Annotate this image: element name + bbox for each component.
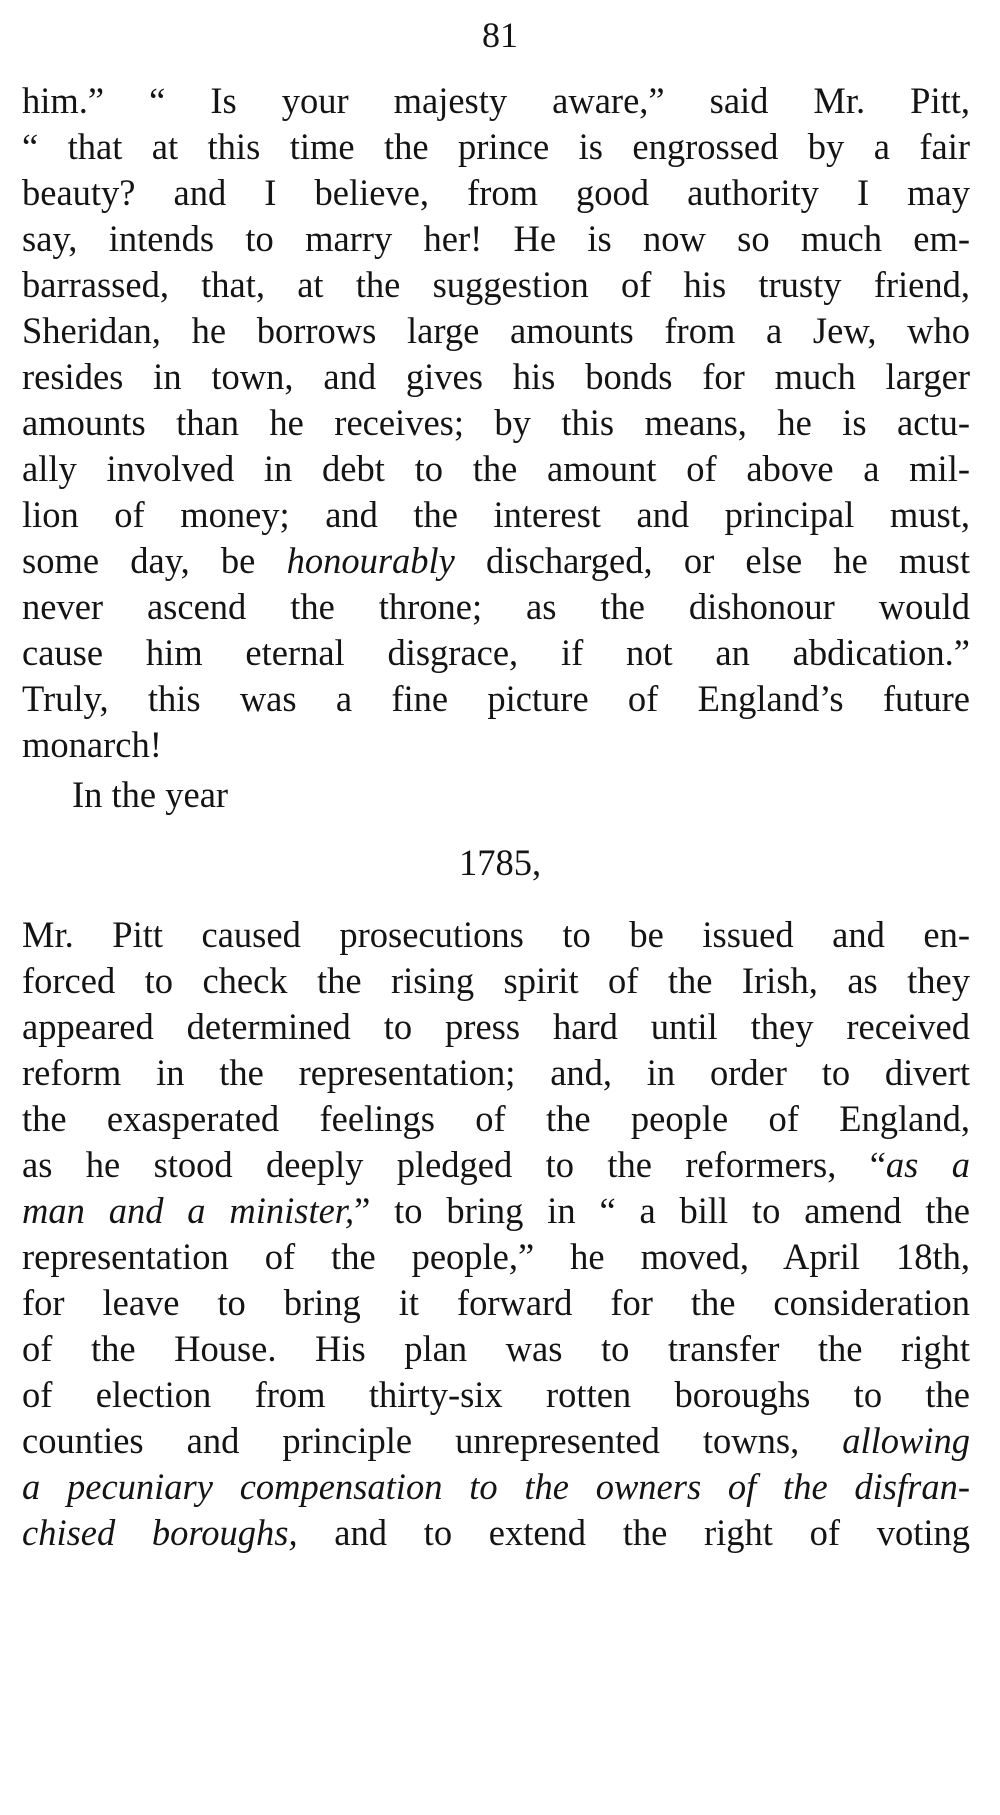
text-line — [22, 1508, 970, 1558]
text-line: of the House. His plan was to transfer the right — [22, 1328, 970, 1369]
text-line: Sheridan, he borrows large amounts from a Jew, who — [22, 310, 970, 351]
text-line: cause him eternal disgrace, if not an abdication.” — [22, 632, 970, 673]
text-line — [22, 1462, 970, 1512]
text-span: some day, be — [22, 540, 287, 581]
text-line: beauty? and I believe, from good authority I may — [22, 172, 970, 213]
text-line: monarch! — [22, 724, 162, 765]
italic-phrase: chised boroughs, — [22, 1512, 298, 1553]
text-line — [22, 1186, 970, 1236]
text-line: resides in town, and gives his bonds for much larger — [22, 356, 970, 397]
text-line: amounts than he receives; by this means, he is actu- — [22, 402, 970, 443]
text-line: barrassed, that, at the suggestion of his trusty friend, — [22, 264, 970, 305]
italic-phrase: as a — [885, 1144, 970, 1185]
year-heading: 1785, — [458, 842, 542, 883]
text-span: discharged, or else he must — [454, 540, 971, 581]
text-span: as he stood deeply pledged to the reformers, “ — [22, 1144, 886, 1185]
text-line: forced to check the rising spirit of the Irish, as they — [22, 960, 970, 1001]
text-line — [22, 1416, 970, 1466]
text-line: appeared determined to press hard until they received — [22, 1006, 970, 1047]
text-line: never ascend the throne; as the dishonour would — [22, 586, 970, 627]
text-line — [22, 536, 970, 586]
text-line: ally involved in debt to the amount of above a mil- — [22, 448, 970, 489]
text-span: ” to bring in “ a bill to amend the — [354, 1190, 970, 1231]
text-line: reform in the representation; and, in order to divert — [22, 1052, 970, 1093]
text-line: Truly, this was a fine picture of England’s future — [22, 678, 970, 719]
text-line: for leave to bring it forward for the consideration — [22, 1282, 970, 1323]
text-span: counties and principle unrepresented towns, — [22, 1420, 843, 1461]
text-span: and to extend the right of voting — [297, 1512, 970, 1553]
intro-line: In the year — [72, 774, 229, 815]
text-line: representation of the people,” he moved, April 18th, — [22, 1236, 970, 1277]
text-line — [22, 1140, 970, 1190]
text-line: say, intends to marry her! He is now so much em- — [22, 218, 970, 259]
italic-phrase: allowing — [842, 1420, 970, 1461]
italic-phrase: a pecuniary compensation to the owners of the disfran- — [22, 1466, 970, 1507]
text-line: of election from thirty-six rotten boroughs to the — [22, 1374, 970, 1415]
text-line: Mr. Pitt caused prosecutions to be issued and en- — [22, 914, 970, 955]
page-number: 81 — [482, 15, 518, 55]
text-line: the exasperated feelings of the people of England, — [22, 1098, 970, 1139]
text-line: him.” “ Is your majesty aware,” said Mr. Pitt, — [22, 80, 970, 121]
text-line: lion of money; and the interest and principal must, — [22, 494, 970, 535]
italic-phrase: man and a minister, — [22, 1190, 355, 1231]
italic-phrase: honourably — [286, 540, 455, 581]
text-line: “ that at this time the prince is engrossed by a fair — [22, 126, 970, 167]
